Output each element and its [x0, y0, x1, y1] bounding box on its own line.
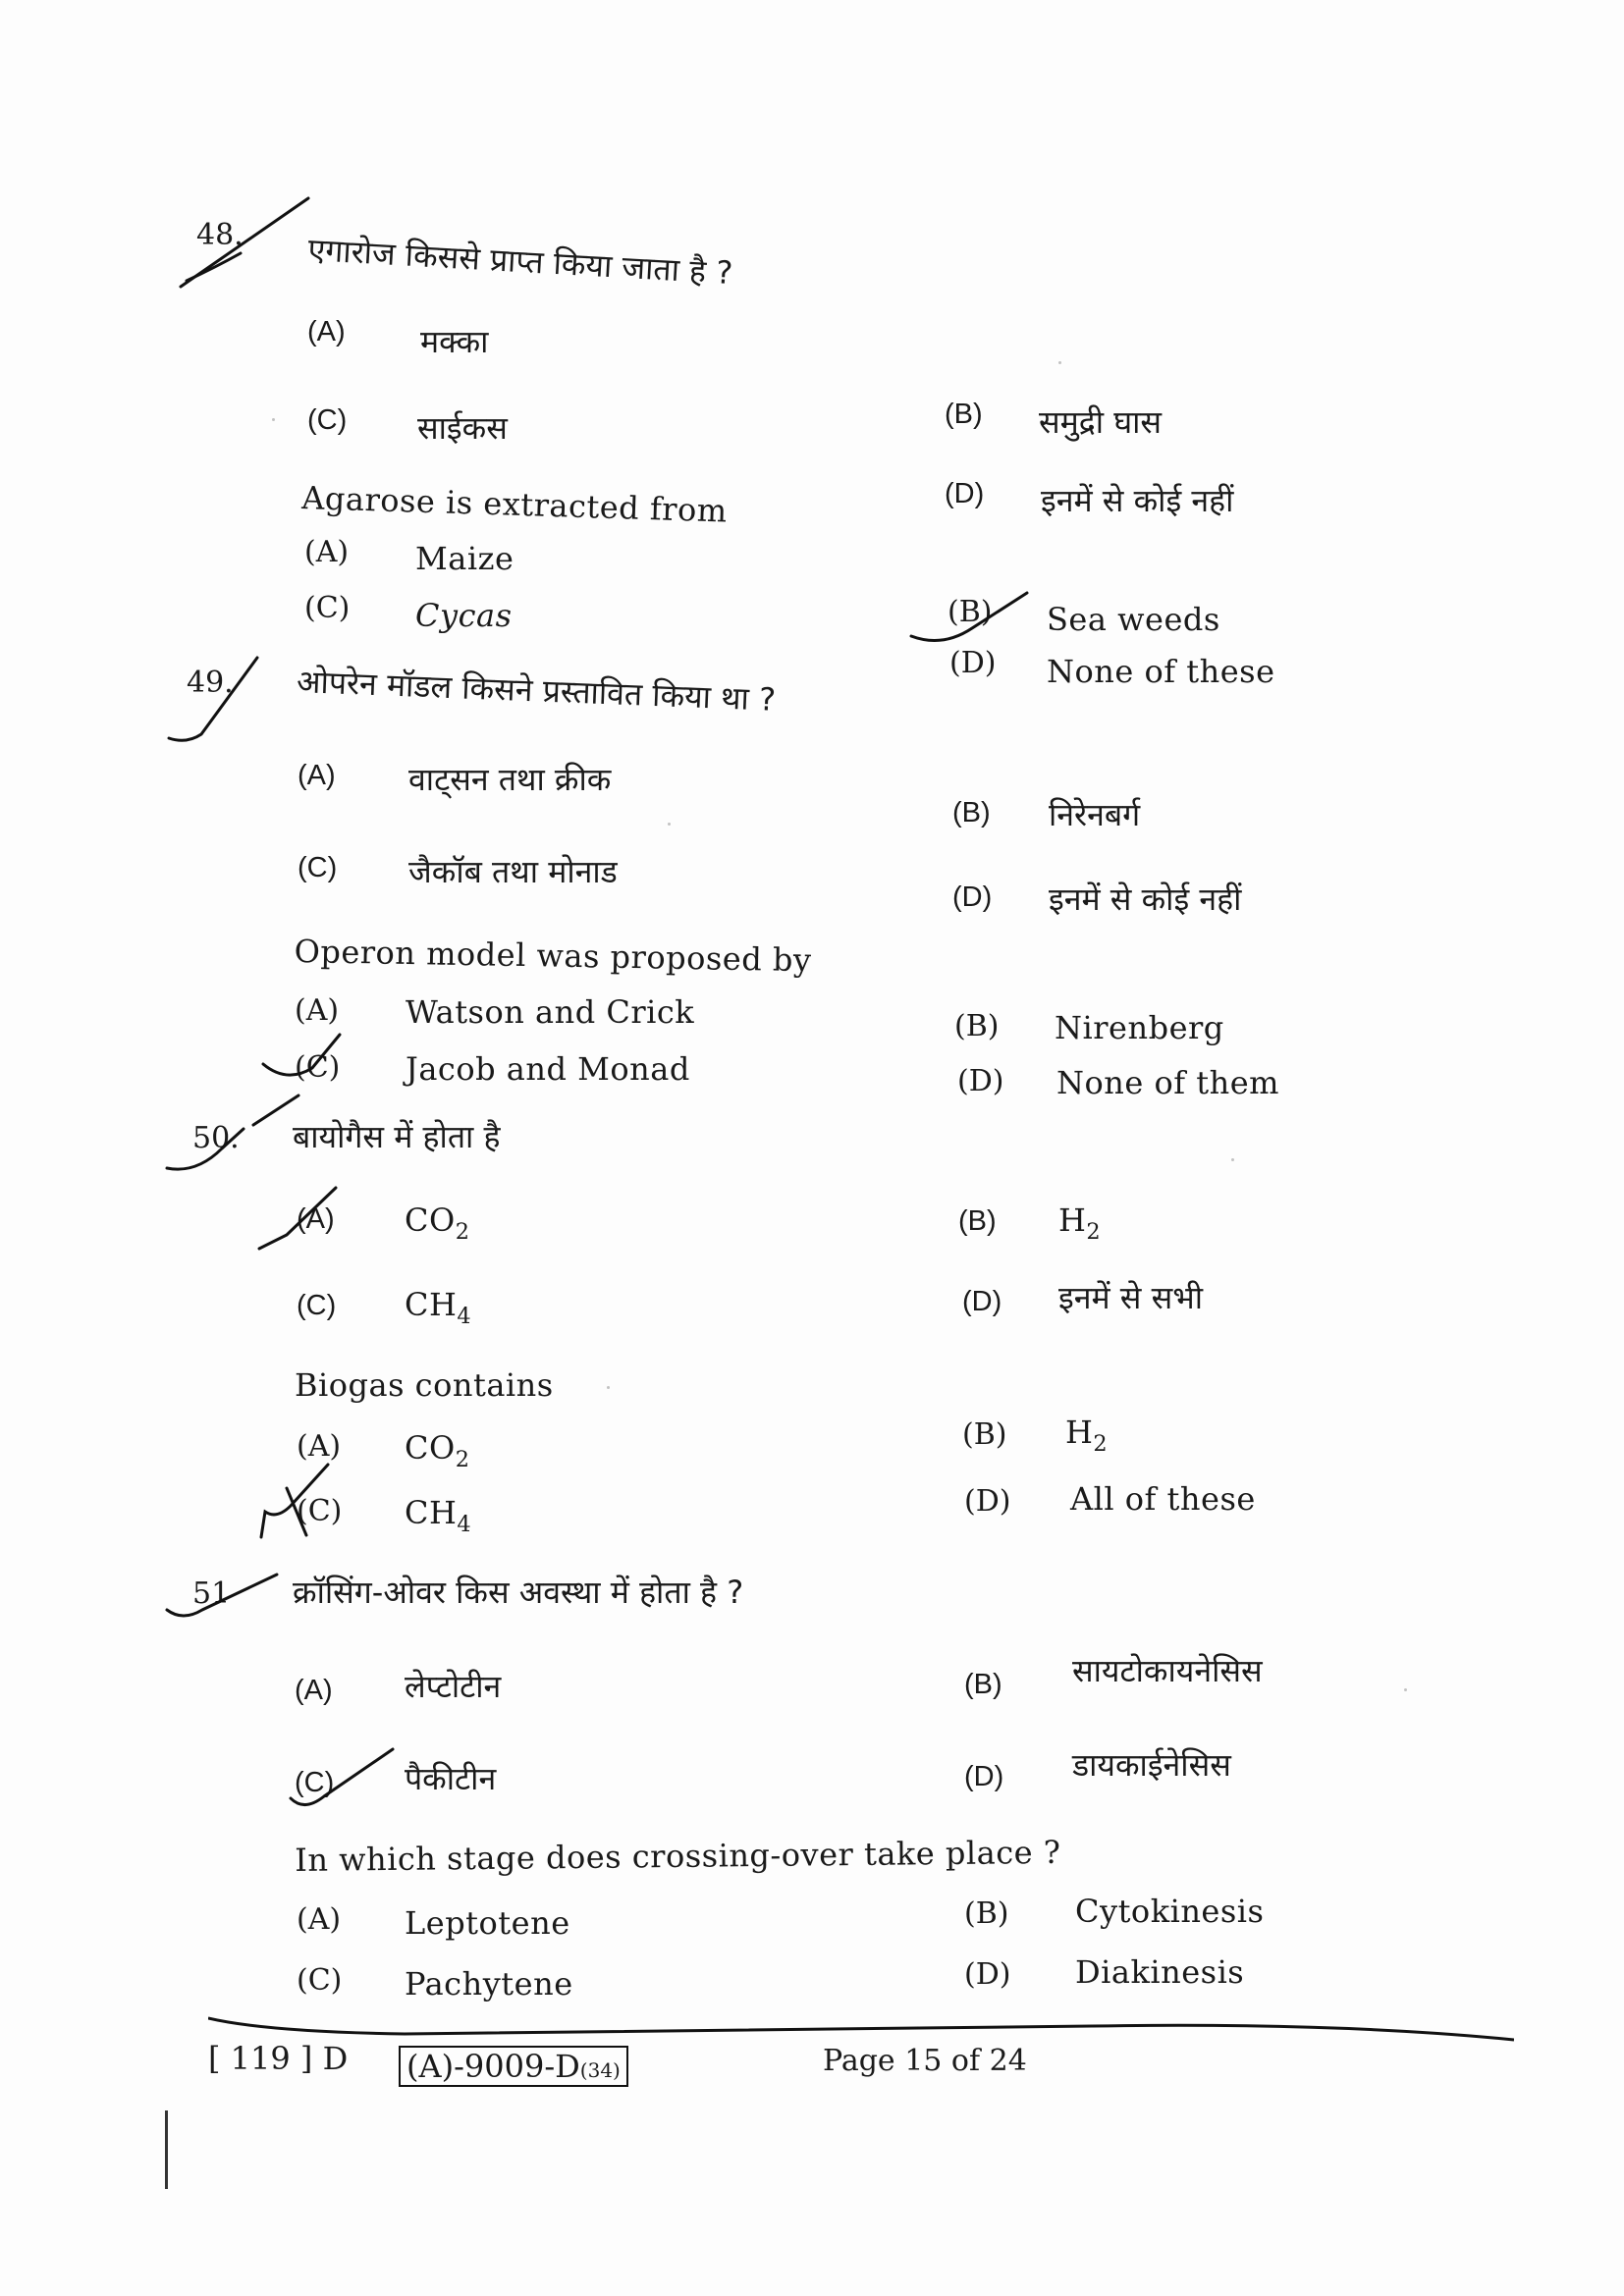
- option-text: समुद्री घास: [1039, 403, 1163, 441]
- scan-noise: [607, 1386, 610, 1389]
- option-text: साईकस: [417, 409, 508, 447]
- option-label: (D): [964, 1761, 1004, 1792]
- scan-noise: [1058, 361, 1061, 364]
- option-label: (B): [952, 797, 991, 828]
- option-label: (B): [945, 399, 983, 430]
- option-label: (D): [952, 881, 993, 913]
- option-text: $H_2$: [1058, 1201, 1102, 1245]
- option-text: वाट्सन तथा क्रीक: [408, 761, 612, 798]
- question-number: 48.: [196, 218, 244, 252]
- option-label: (A): [304, 535, 350, 569]
- option-text: Maize: [415, 540, 514, 577]
- option-text: $CO_2$: [405, 1201, 470, 1245]
- option-label: (D): [964, 1957, 1011, 1992]
- series-code: [ 119 ] D: [208, 2040, 349, 2077]
- option-label: (C): [297, 1494, 343, 1528]
- option-text: Cycas: [415, 597, 513, 634]
- option-text: डायकाईनेसिस: [1072, 1746, 1231, 1784]
- option-text: पैकीटीन: [405, 1760, 497, 1797]
- option-text: All of these: [1070, 1480, 1256, 1518]
- question-number: 51: [192, 1576, 231, 1611]
- option-text: Cytokinesis: [1075, 1893, 1265, 1930]
- option-label: (A): [297, 1429, 342, 1464]
- option-text: इनमें से सभी: [1058, 1279, 1204, 1316]
- question-text-hindi: ओपरेन मॉडल किसने प्रस्तावित किया था ?: [296, 662, 777, 719]
- option-label: (D): [964, 1484, 1011, 1519]
- option-text: None of them: [1056, 1064, 1280, 1101]
- question-text-english: In which stage does crossing-over take place ?: [295, 1833, 1061, 1879]
- option-text: Sea weeds: [1047, 601, 1220, 638]
- option-label: (A): [297, 1902, 342, 1937]
- option-text: Leptotene: [405, 1904, 570, 1942]
- option-text: सायटोकायनेसिस: [1072, 1652, 1263, 1689]
- option-label: (D): [957, 1064, 1004, 1098]
- option-label: (B): [962, 1417, 1007, 1452]
- scan-noise: [668, 823, 671, 826]
- option-text: Nirenberg: [1055, 1009, 1224, 1046]
- scan-noise: [1404, 1688, 1407, 1691]
- paper-code-box: [399, 2046, 628, 2087]
- question-number: 50.: [192, 1121, 240, 1155]
- question-text-hindi: एगारोज किससे प्राप्त किया जाता है ?: [306, 230, 734, 293]
- page-number: Page 15 of 24: [823, 2044, 1027, 2078]
- option-text: मक्का: [420, 323, 489, 360]
- option-text: Diakinesis: [1075, 1953, 1245, 1991]
- option-label: (D): [949, 646, 997, 680]
- question-number: 49.: [187, 666, 234, 700]
- option-text: निरेनबर्ग: [1049, 796, 1141, 833]
- option-label: (B): [964, 1669, 1002, 1700]
- option-label: (B): [964, 1896, 1009, 1931]
- scan-noise: [272, 418, 275, 421]
- paper-code-suffix: (34): [579, 2058, 621, 2082]
- option-text: $CH_4$: [405, 1494, 472, 1537]
- option-label: (B): [947, 595, 993, 629]
- option-label: (C): [295, 1767, 335, 1798]
- option-text: इनमें से कोई नहीं: [1049, 881, 1242, 918]
- option-label: (A): [297, 1203, 335, 1235]
- question-text-english: Agarose is extracted from: [300, 479, 729, 530]
- option-label: (A): [295, 1675, 333, 1706]
- option-label: (B): [954, 1009, 1000, 1043]
- option-label: (C): [297, 1963, 343, 1998]
- option-text: Pachytene: [405, 1965, 573, 2002]
- option-text: लेप्टोटीन: [405, 1668, 502, 1705]
- option-label: (C): [307, 404, 348, 436]
- option-text: $H_2$: [1065, 1414, 1109, 1457]
- option-label: (C): [295, 1050, 341, 1085]
- question-text-english: Biogas contains: [295, 1366, 554, 1404]
- option-label: (A): [307, 316, 346, 347]
- option-label: (C): [297, 1290, 337, 1321]
- question-text-hindi: क्रॉसिंग-ओवर किस अवस्था में होता है ?: [293, 1574, 744, 1611]
- option-text: None of these: [1047, 653, 1275, 690]
- option-label: (A): [295, 993, 340, 1028]
- scan-noise: [1231, 1158, 1234, 1161]
- option-label: (C): [304, 591, 351, 625]
- option-text: Jacob and Monad: [406, 1050, 690, 1088]
- question-text-hindi: बायोगैस में होता है: [293, 1118, 501, 1155]
- option-label: (A): [298, 760, 336, 791]
- scan-edge-artifact: [165, 2110, 168, 2189]
- option-label: (B): [958, 1205, 997, 1237]
- option-label: (D): [962, 1286, 1002, 1317]
- option-label: (D): [945, 478, 985, 509]
- option-text: इनमें से कोई नहीं: [1041, 482, 1234, 519]
- option-label: (C): [298, 852, 338, 883]
- option-text: जैकॉब तथा मोनाड: [408, 853, 618, 890]
- paper-code: (A)-9009-D: [406, 2048, 580, 2085]
- option-text: $CH_4$: [405, 1286, 472, 1329]
- option-text: $CO_2$: [405, 1429, 470, 1472]
- option-text: Watson and Crick: [406, 993, 695, 1031]
- question-text-english: Operon model was proposed by: [294, 933, 812, 980]
